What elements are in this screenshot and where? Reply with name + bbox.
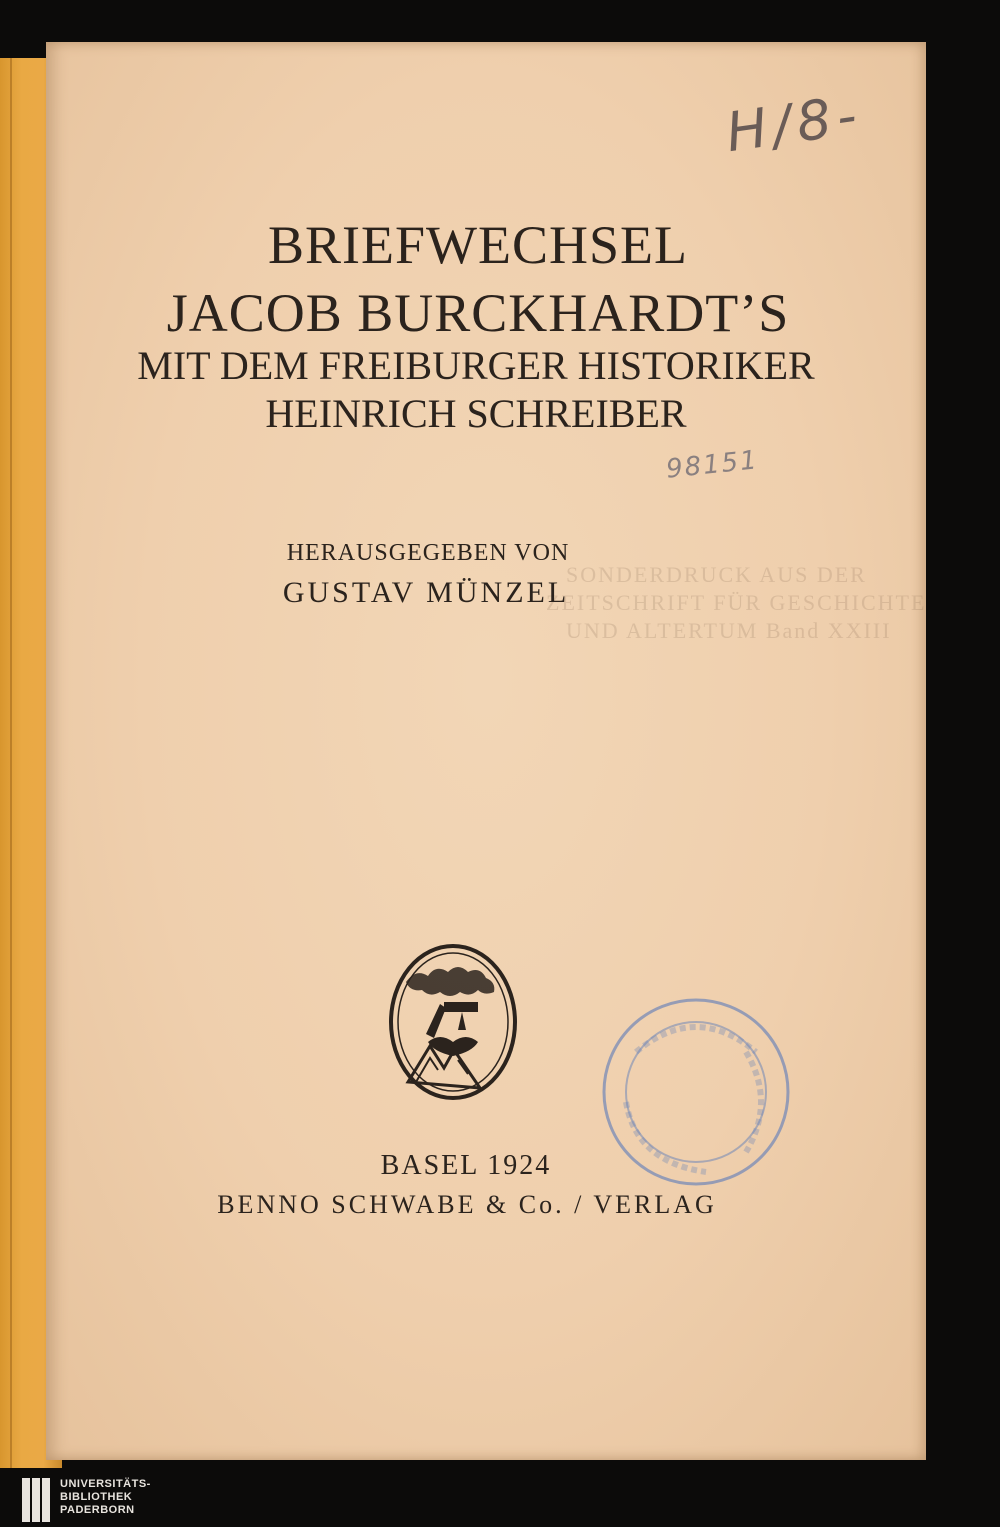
logo-line-3: PADERBORN [60, 1504, 135, 1516]
handwritten-inventory-number: 98151 [664, 445, 761, 485]
library-logo [20, 1476, 160, 1526]
title-line-1: BRIEFWECHSEL [267, 215, 688, 275]
title-line-3: MIT DEM FREIBURGER HISTORIKER [137, 343, 815, 388]
cover-crease [10, 58, 12, 1468]
logo-line-2: BIBLIOTHEK [60, 1491, 133, 1503]
logo-line-1: UNIVERSITÄTS- [60, 1478, 151, 1490]
publisher-line: BENNO SCHWABE & Co. / VERLAG [217, 1190, 717, 1219]
library-logo-mark-icon [20, 1476, 52, 1524]
show-through-line-2: ZEITSCHRIFT FÜR GESCHICHTE [546, 590, 927, 615]
handwritten-shelf-mark: H/8- [722, 82, 867, 165]
publisher-emblem-icon [386, 942, 520, 1102]
place-year: BASEL 1924 [380, 1150, 552, 1181]
editor-label: HERAUSGEGEBEN VON [286, 540, 570, 566]
title-line-4: HEINRICH SCHREIBER [265, 391, 687, 436]
title-page [46, 42, 926, 1460]
editor-name: GUSTAV MÜNZEL [282, 576, 570, 609]
show-through-line-3: UND ALTERTUM Band XXIII [566, 618, 892, 643]
library-logo-text [60, 1478, 151, 1517]
title-line-2: JACOB BURCKHARDT’S [166, 283, 790, 343]
show-through-line-1: SONDERDRUCK AUS DER [566, 562, 867, 587]
